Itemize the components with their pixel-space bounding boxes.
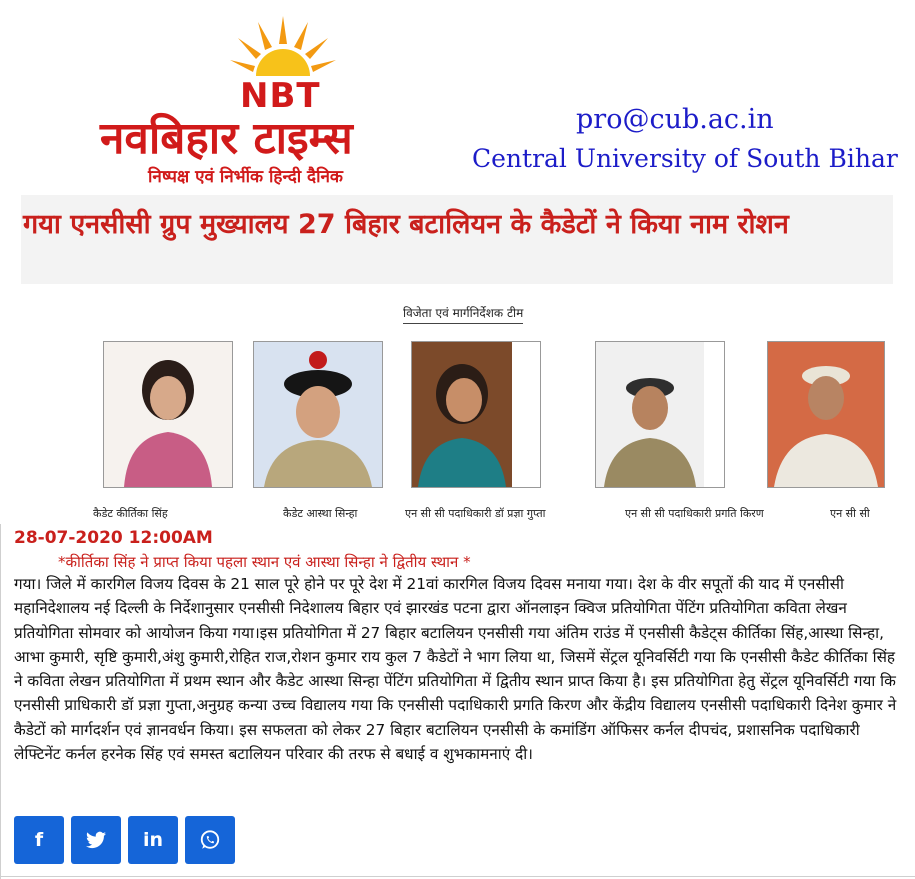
- content-border-bottom: [0, 876, 915, 877]
- share-buttons: [14, 816, 235, 864]
- article-body: गया। जिले में कारगिल विजय दिवस के 21 साल पूरे होने पर पूरे देश में 21वां कारगिल विजय दिवस मनाया गया। देश के वीर सपूतों की याद में एनसीसी महानिदेशालय नई दिल्ली के निर्देशानुसार एनसीसी निदेशालय बिहार एवं झारखंड पटना द्वारा ऑनलाइन क्विज प्रतियोगिता पेंटिंग प्रतियोगिता कविता लेखन प्रतियोगिता सोमवार को आयोजन किया गया।इस प्रतियोगिता में 27 बिहार बटालियन एनसीसी गया अंतिम राउंड में एनसीसी कैडेट्स कीर्तिका सिंह,आस्था सिन्हा, आभा कुमारी, सृष्टि कुमारी,अंशु कुमारी,रोहित राज,रोशन कुमार राय कुल 7 कैडेटों ने भाग लिया था, जिसमें सेंट्रल यूनिवर्सिटी गया कि एनसीसी कैडेट कीर्तिका सिंह ने कविता लेखन प्रतियोगिता में प्रथम स्थान और कैडेट आस्था सिन्हा पेंटिंग प्रतियोगिता में द्वितीय स्थान प्राप्त किया है। इस प्रतियोगिता हेतु सेंट्रल यूनिवर्सिटी गया कि एनसीसी प्राधिकारी डॉ प्रज्ञा गुप्ता,अनुग्रह कन्या उच्च विद्यालय गया कि एनसीसी पदाधिकारी प्रगति किरण और केंद्रीय विद्यालय एनसीसी पदाधिकारी दिनेश कुमार ने कैडेटों को मार्गदर्शन एवं ज्ञानवर्धन किया। इस सफलता को लेकर 27 बिहार बटालियन एनसीसी के कमांडिंग ऑफिसर कर्नल दीपचंद, प्रशासनिक पदाधिकारी लेफ्टिनेंट कर्नल हरनेक सिंह एवं समस्त बटालियन परिवार की तरफ से बधाई व शुभकामनाएं दी।: [14, 575, 897, 764]
- article-subhead: *कीर्तिका सिंह ने प्राप्त किया पहला स्थान एवं आस्था सिन्हा ने द्वितीय स्थान *: [58, 553, 471, 571]
- facebook-icon: f: [34, 829, 44, 851]
- linkedin-icon: in: [142, 829, 164, 851]
- photo-astha-sinha: [253, 341, 383, 488]
- facebook-share-button[interactable]: [14, 816, 64, 864]
- photo-caption: एन सी सी पदाधिकारी डॉ प्रज्ञा गुप्ता: [405, 507, 546, 520]
- paper-tagline: निष्पक्ष एवं निर्भीक हिन्दी दैनिक: [148, 167, 343, 187]
- twitter-share-button[interactable]: [71, 816, 121, 864]
- content-border-left: [0, 524, 1, 879]
- article-headline: गया एनसीसी ग्रुप मुख्यालय 27 बिहार बटालियन के कैडेटों ने किया नाम रोशन: [23, 209, 789, 240]
- whatsapp-share-button[interactable]: [185, 816, 235, 864]
- twitter-icon: [86, 831, 106, 849]
- photo-caption: एन सी सी: [830, 507, 870, 520]
- photo-ncc-officer: [767, 341, 885, 488]
- photo-strip: [93, 296, 893, 521]
- newspaper-logo: [100, 14, 465, 194]
- university-name: Central University of South Bihar: [472, 144, 898, 173]
- photo-strip-title: विजेता एवं मार्गनिर्देशक टीम: [403, 304, 523, 324]
- contact-email[interactable]: pro@cub.ac.in: [576, 104, 774, 135]
- photo-pragati-kiran: [595, 341, 725, 488]
- logo-letters: NBT: [240, 76, 321, 116]
- sun-logo-icon: [228, 14, 338, 84]
- photo-kirtika-singh: [103, 341, 233, 488]
- whatsapp-icon: [199, 829, 221, 851]
- paper-name: नवबिहार टाइम्स: [100, 113, 353, 164]
- photo-pragya-gupta: [411, 341, 541, 488]
- linkedin-share-button[interactable]: [128, 816, 178, 864]
- photo-caption: कैडेट कीर्तिका सिंह: [93, 507, 168, 520]
- publish-date: 28-07-2020 12:00AM: [14, 528, 213, 548]
- photo-caption: कैडेट आस्था सिन्हा: [283, 507, 358, 520]
- photo-caption: एन सी सी पदाधिकारी प्रगति किरण: [625, 507, 764, 520]
